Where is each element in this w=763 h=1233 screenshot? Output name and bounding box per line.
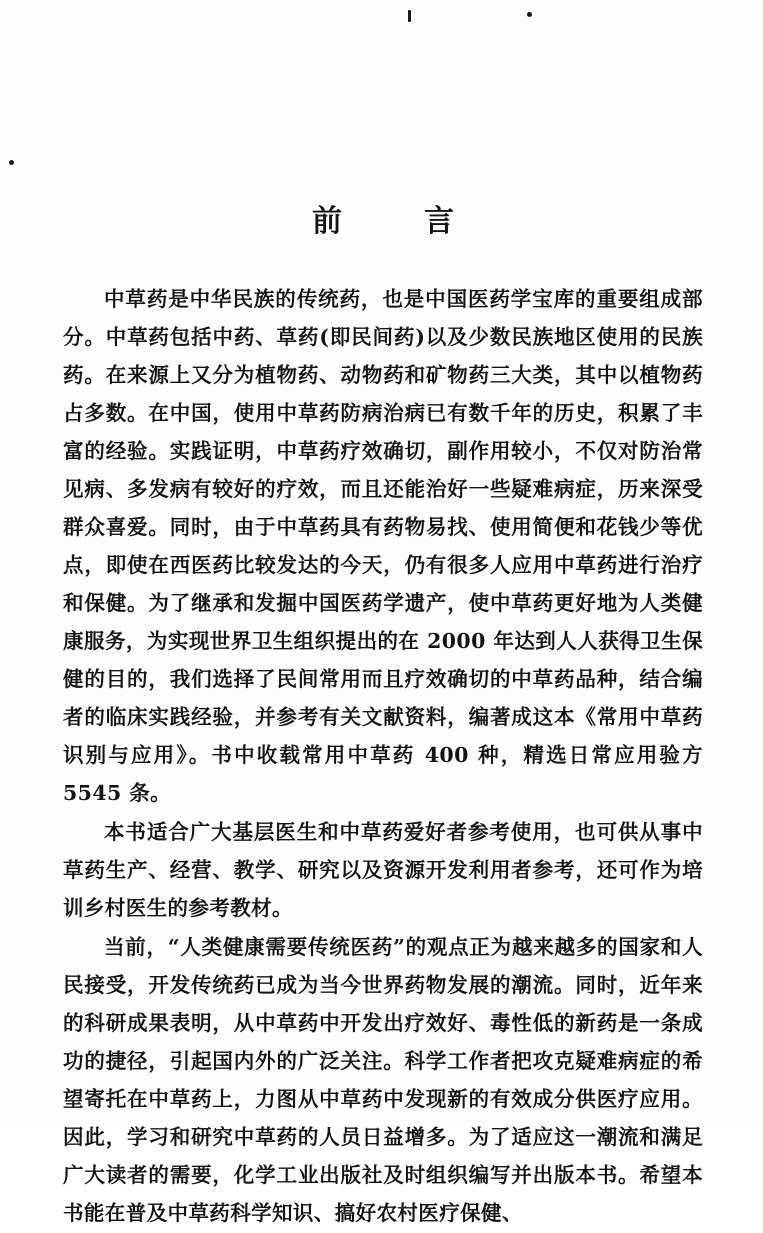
body-paragraph: 当前，“人类健康需要传统医药”的观点正为越来越多的国家和人民接受，开发传统药已成为当今世界药物发展的潮流。同时，近年来的科研成果表明，从中草药中开发出疗效好、毒性低的新药是一条成功的捷径，引起国内外的广泛关注。科学工作者把攻克疑难病症的希望寄托在中草药上，力图从中草药中发现新的有效成分供医疗应用。因此，学习和研究中草药的人员日益增多。为了适应这一潮流和满足广大读者的需要，化学工业出版社及时组织编写并出版本书。希望本书能在普及中草药科学知识、搞好农村医疗保健、: [63, 935, 703, 1225]
page-content: [63, 196, 703, 1233]
scan-artifact-icon: [408, 10, 411, 22]
body-paragraph: 本书适合广大基层医生和中草药爱好者参考使用，也可供从事中草药生产、经营、教学、研究以及资源开发利用者参考，还可作为培训乡村医生的参考教材。: [63, 820, 703, 920]
body-paragraph: 中草药是中华民族的传统药，也是中国医药学宝库的重要组成部分。中草药包括中药、草药(即民间药)以及少数民族地区使用的民族药。在来源上又分为植物药、动物药和矿物药三大类，其中以植物药占多数。在中国，使用中草药防病治病已有数千年的历史，积累了丰富的经验。实践证明，中草药疗效确切，副作用较小，不仅对防治常见病、多发病有较好的疗效，而且还能治好一些疑难病症，历来深受群众喜爱。同时，由于中草药具有药物易找、使用简便和花钱少等优点，即使在西医药比较发达的今天，仍有很多人应用中草药进行治疗和保健。为了继承和发掘中国医药学遗产，使中草药更好地为人类健康服务，为实现世界卫生组织提出的在 2000 年达到人人获得卫生保健的目的，我们选择了民间常用而且疗效确切的中草药品种，结合编者的临床实践经验，并参考有关文献资料，编著成这本《常用中草药识别与应用》。书中收载常用中草药 400 种，精选日常应用验方 5545 条。: [63, 287, 703, 805]
page-title: 前 言: [312, 204, 480, 239]
scan-artifact-icon: [9, 160, 14, 165]
scan-artifact-icon: [527, 12, 532, 17]
